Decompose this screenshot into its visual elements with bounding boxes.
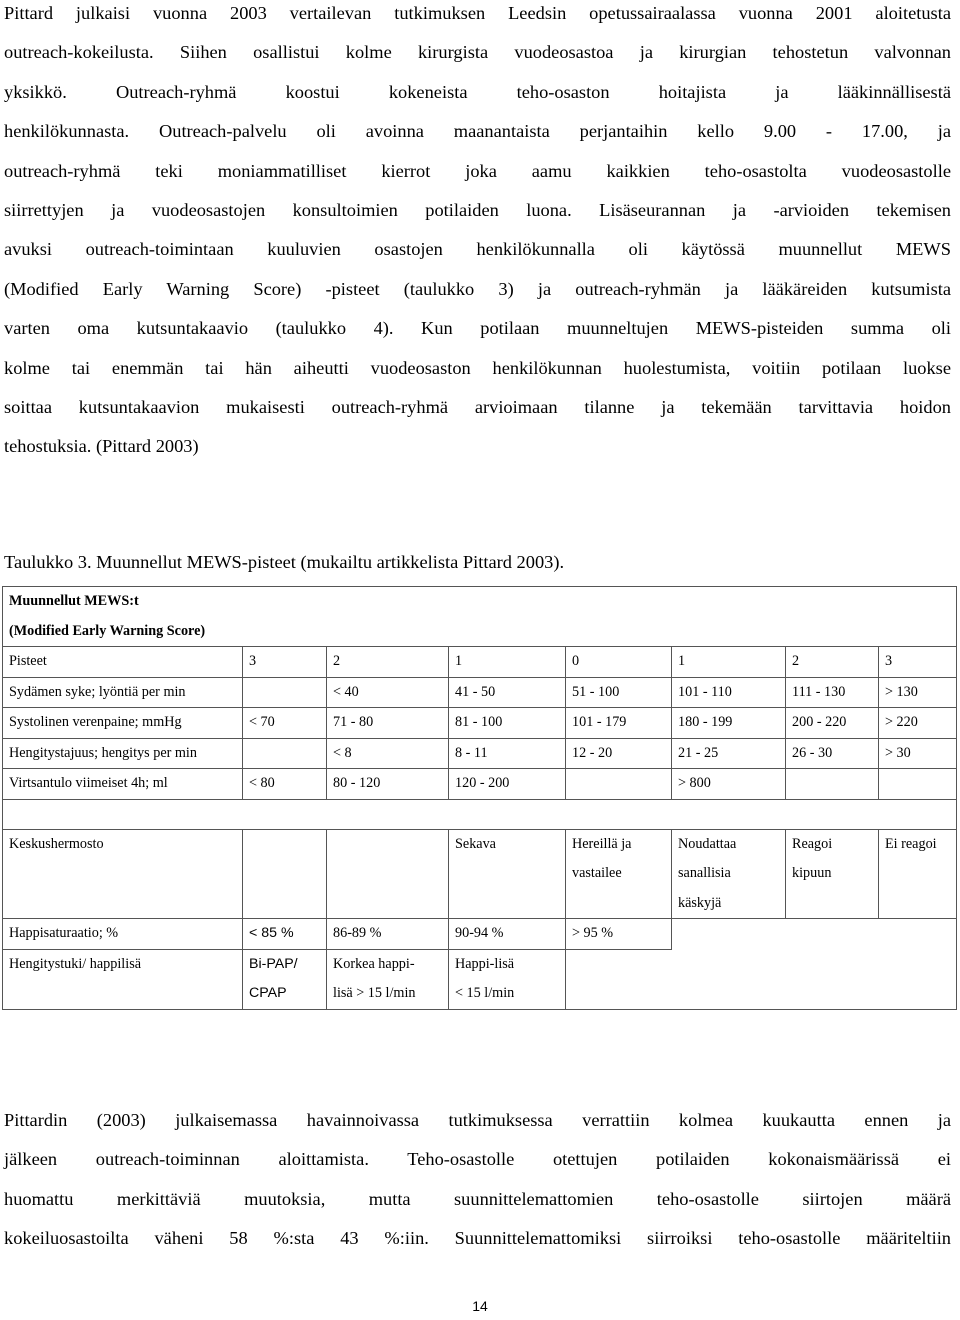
table-cell <box>243 829 327 919</box>
table-cell <box>786 949 879 1009</box>
header-cell: 3 <box>243 647 327 678</box>
cell-line: sanallisia <box>678 865 731 881</box>
header-cell: 2 <box>786 647 879 678</box>
cell-line: kipuun <box>792 865 832 881</box>
text-line: outreach-kokeilusta. Siihen osallistui kolme kirurgista vuodeosastoa ja kirurgian tehostetun valvonnan <box>4 42 951 63</box>
table-cell <box>879 769 957 800</box>
table-row <box>3 738 957 769</box>
table-cell <box>672 919 786 950</box>
table-cell: > 95 % <box>566 919 672 950</box>
text-line: yksikkö. Outreach-ryhmä koostui kokeneista teho-osaston hoitajista ja lääkinnällisestä <box>4 81 951 102</box>
table-cell: 200 - 220 <box>786 708 879 739</box>
table-cell: > 800 <box>672 769 786 800</box>
spacer-cell <box>3 799 957 829</box>
text-line: siirrettyjen ja vuodeosastojen konsultoimien potilaiden luona. Lisäseurannan ja -arvioiden tekemisen <box>4 199 951 220</box>
table-cell <box>327 949 449 1009</box>
table-cell <box>879 919 957 950</box>
table-cell <box>566 769 672 800</box>
table-spacer-row <box>3 799 957 829</box>
row-label: Sydämen syke; lyöntiä per min <box>3 677 243 708</box>
table-cell: 26 - 30 <box>786 738 879 769</box>
table-cell: > 220 <box>879 708 957 739</box>
header-cell: 0 <box>566 647 672 678</box>
cell-line: < 15 l/min <box>455 985 515 1001</box>
table-cell: 90-94 % <box>449 919 566 950</box>
table-cell <box>566 949 672 1009</box>
header-cell: 1 <box>449 647 566 678</box>
text-line: Pittard julkaisi vuonna 2003 vertailevan tutkimuksen Leedsin opetussairaalassa vuonna 2001 aloitetusta <box>4 3 951 23</box>
text-line: Pittardin (2003) julkaisemassa havainnoivassa tutkimuksessa verrattiin kolmea kuukautta ennen ja <box>4 1110 951 1130</box>
mews-table <box>2 586 957 1010</box>
header-cell: 2 <box>327 647 449 678</box>
table-row <box>3 677 957 708</box>
table-cell: Sekava <box>449 829 566 919</box>
text-line: huomattu merkittäviä muutoksia, mutta suunnittelemattomien teho-osastolle siirtojen määrä <box>4 1188 951 1209</box>
table-cell: 8 - 11 <box>449 738 566 769</box>
paragraph-intro <box>4 0 951 467</box>
text-line: outreach-ryhmä teki moniammatilliset kierrot joka aamu kaikkien teho-osastolta vuodeosastolle <box>4 160 951 181</box>
cell-line: Happi-lisä <box>455 955 515 972</box>
table-cell <box>786 829 879 919</box>
table-cell: 101 - 110 <box>672 677 786 708</box>
row-label: Hengitystuki/ happilisä <box>3 949 243 1009</box>
paragraph-results <box>4 1101 951 1259</box>
table-cell: < 80 <box>243 769 327 800</box>
cell-line: Korkea happi- <box>333 955 415 972</box>
table-title-line2: (Modified Early Warning Score) <box>9 622 206 639</box>
page-number: 14 <box>472 1298 488 1314</box>
header-cell: 1 <box>672 647 786 678</box>
table-cell <box>672 829 786 919</box>
text-line: kolme tai enemmän tai hän aiheutti vuodeosaston henkilökunnan huolestumista, voitiin potilaan luokse <box>4 357 951 378</box>
table-cell <box>243 677 327 708</box>
text-line: henkilökunnasta. Outreach-palvelu oli avoinna maanantaista perjantaihin kello 9.00 - 17.00, ja <box>4 121 951 142</box>
cell-line: vastailee <box>572 865 622 881</box>
table-cell: 12 - 20 <box>566 738 672 769</box>
cell-line: lisä > 15 l/min <box>333 985 416 1001</box>
text-line: kokeiluosastoilta väheni 58 %:sta 43 %:iin. Suunnittelemattomiksi siirroiksi teho-osastolle määriteltiin <box>4 1228 951 1249</box>
table-cell <box>566 829 672 919</box>
table-cell: 111 - 130 <box>786 677 879 708</box>
table-cell: 180 - 199 <box>672 708 786 739</box>
table-cell: < 70 <box>243 708 327 739</box>
table-caption: Taulukko 3. Muunnellut MEWS-pisteet (mukailtu artikkelista Pittard 2003). <box>4 552 565 572</box>
text-line: soittaa kutsuntakaavion mukaisesti outreach-ryhmä arvioimaan tilanne ja tekemään tarvittavia hoidon <box>4 396 951 417</box>
table-cell <box>327 829 449 919</box>
table-row <box>3 769 957 800</box>
table-cell <box>786 919 879 950</box>
cell-line: Reagoi <box>792 835 833 852</box>
row-label: Happisaturaatio; % <box>3 919 243 950</box>
table-cell: 81 - 100 <box>449 708 566 739</box>
header-cell: Pisteet <box>3 647 243 678</box>
cell-line: CPAP <box>249 985 287 1001</box>
table-cell: < 8 <box>327 738 449 769</box>
row-label: Hengitystajuus; hengitys per min <box>3 738 243 769</box>
row-label: Systolinen verenpaine; mmHg <box>3 708 243 739</box>
cell-line: Bi-PAP/ <box>249 955 298 972</box>
table-row <box>3 829 957 919</box>
table-title-line1: Muunnellut MEWS:t <box>9 593 139 609</box>
row-label: Keskushermosto <box>3 829 243 919</box>
table-cell <box>243 949 327 1009</box>
table-cell <box>243 738 327 769</box>
table-cell: 101 - 179 <box>566 708 672 739</box>
table-cell <box>879 949 957 1009</box>
table-cell: 80 - 120 <box>327 769 449 800</box>
text-line: jälkeen outreach-toiminnan aloittamista. Teho-osastolle otettujen potilaiden kokonaismäärissä ei <box>4 1149 951 1170</box>
table-header-row <box>3 647 957 678</box>
table-row <box>3 949 957 1009</box>
table-cell: 51 - 100 <box>566 677 672 708</box>
table-cell: Ei reagoi <box>879 829 957 919</box>
table-cell <box>672 949 786 1009</box>
table-row <box>3 708 957 739</box>
table-cell: < 40 <box>327 677 449 708</box>
table-cell <box>786 769 879 800</box>
table-cell: 86-89 % <box>327 919 449 950</box>
table-cell: 120 - 200 <box>449 769 566 800</box>
table-cell <box>449 949 566 1009</box>
text-line: tehostuksia. (Pittard 2003) <box>4 436 199 457</box>
table-title <box>3 587 957 647</box>
table-cell: 71 - 80 <box>327 708 449 739</box>
table-cell: > 130 <box>879 677 957 708</box>
row-label: Virtsantulo viimeiset 4h; ml <box>3 769 243 800</box>
cell-line: Noudattaa <box>678 835 737 852</box>
cell-line: Hereillä ja <box>572 835 632 852</box>
text-line: varten oma kutsuntakaavio (taulukko 4). Kun potilaan muunneltujen MEWS-pisteiden summa oli <box>4 318 951 339</box>
cell-line: käskyjä <box>678 894 722 911</box>
text-line: avuksi outreach-toimintaan kuuluvien osastojen henkilökunnalla oli käytössä muunnellut MEWS <box>4 239 951 260</box>
table-cell: < 85 % <box>243 919 327 950</box>
table-row <box>3 919 957 950</box>
table-cell: > 30 <box>879 738 957 769</box>
text-line: (Modified Early Warning Score) -pisteet (taulukko 3) ja outreach-ryhmän ja lääkäreiden kutsumista <box>4 278 951 299</box>
header-cell: 3 <box>879 647 957 678</box>
table-cell: 21 - 25 <box>672 738 786 769</box>
table-cell: 41 - 50 <box>449 677 566 708</box>
